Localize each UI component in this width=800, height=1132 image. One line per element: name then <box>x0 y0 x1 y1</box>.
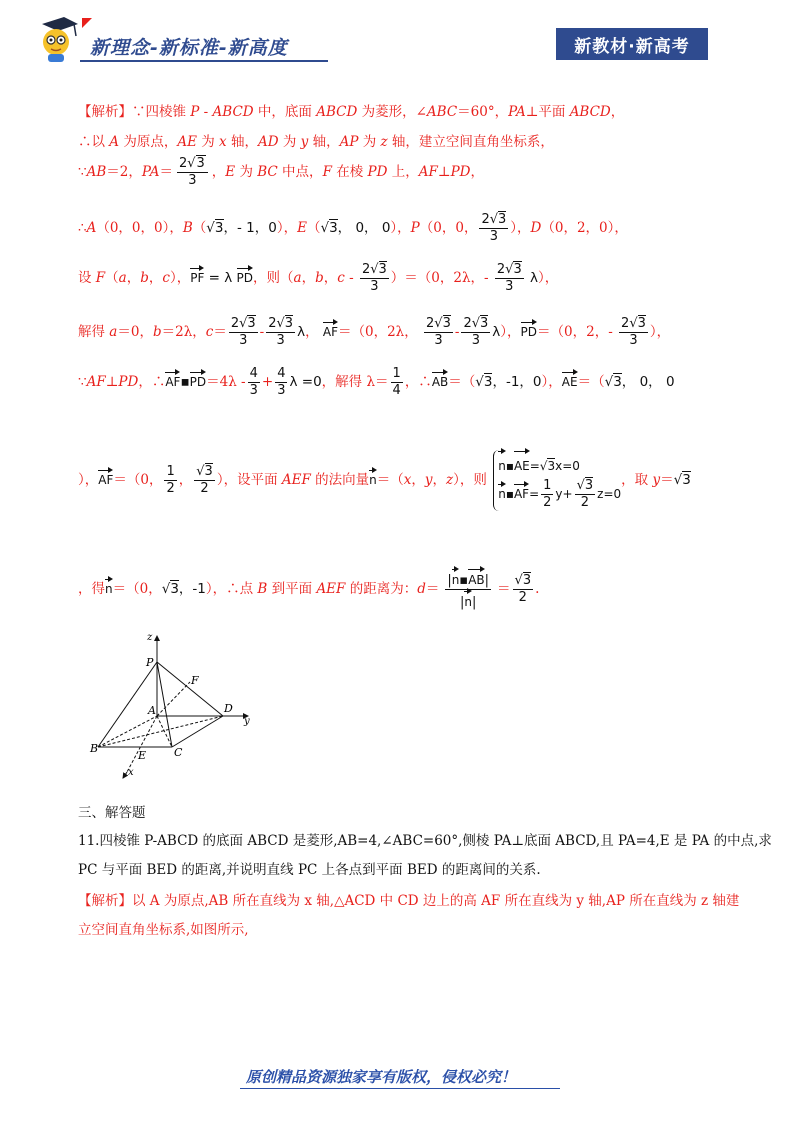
header-badge-text: 新教材·新高考 <box>574 36 690 57</box>
header-rule <box>80 60 328 62</box>
footer-copyright: 原创精品资源独家享有版权，侵权必究！ <box>246 1068 517 1086</box>
solution-10-line-3: ∵AB＝2，PA＝ $\frac{2√3}{3}$ ，E 为 BC 中点，F 在棱 PD 上，AF⊥PD， <box>78 156 484 188</box>
section-heading: 三、解答题 <box>78 805 146 821</box>
header-slogan: 新理念-新标准-新高度 <box>90 37 288 59</box>
label-D: D <box>224 702 233 715</box>
mascot-logo <box>34 14 82 64</box>
label-P: P <box>146 656 154 669</box>
label-z: z <box>147 632 153 643</box>
label-y: y <box>244 716 250 727</box>
analysis-tag: 【解析】 <box>78 104 132 120</box>
solution-10-line-4: ∴A（0，0，0），B（√3，- 1，0），E（√3， 0， 0），P（0，0， $\frac{2√3}{3}$ ），D（0，2，0）， <box>78 212 628 244</box>
problem-11-line-2: PC 与平面 BED 的距离,并说明直线 PC 上各点到平面 BED 的距离间的关系. <box>78 862 541 878</box>
solution-10-line-6: 解得 a＝0，b＝2λ，c＝ $\frac{2√3}{3}$ - $\frac{2√3}{3}$ λ， AF＝（0，2λ， $\frac{2√3}{3}$ - $\frac{2√3}{3}$ λ），PD＝（0，2，- $\frac{2√3}{3}$ ）， <box>78 316 671 348</box>
label-A: A <box>148 704 156 717</box>
label-E: E <box>138 749 147 762</box>
label-x: x <box>128 767 134 778</box>
solution-10-line-1: 【解析】∵四棱锥 P - ABCD 中，底面 ABCD 为菱形，∠ABC＝60°，PA⊥平面 ABCD， <box>78 104 625 120</box>
solution-11-text-1: 以 A 为原点,AB 所在直线为 x 轴,△ACD 中 CD 边上的高 AF 所在直线为 y 轴,AP 所在直线为 z 轴建 <box>132 893 740 909</box>
label-C: C <box>174 746 183 759</box>
solution-10-line-2: ∴以 A 为原点，AE 为 x 轴，AD 为 y 轴，AP 为 z 轴，建立空间直角坐标系， <box>78 134 554 150</box>
label-B: B <box>90 742 99 755</box>
label-F: F <box>191 674 199 687</box>
solution-11-line-2: 立空间直角坐标系,如图所示, <box>78 922 249 938</box>
solution-10-line-9: ，得n＝（0，√3，-1），∴点 B 到平面 AEF 的距离为：d＝ $\frac{|n▪AB|}{|n|}$ ＝ $\frac{√3}{2}$ . <box>78 568 539 611</box>
solution-11-line-1 <box>78 889 739 909</box>
pyramid-figure <box>90 630 265 780</box>
footer-rule <box>240 1088 560 1089</box>
solution-10-line-7: ∵AF⊥PD，∴AF▪PD＝4λ - $\frac{4}{3}$ + $\frac{4}{3}$ λ =0，解得 λ＝ $\frac{1}{4}$ ，∴AB＝（√3，-1，0），AE＝（√3， 0， 0 <box>78 366 675 398</box>
solution-10-line-5: 设 F（a，b，c），PF = λ PD，则（a，b，c - $\frac{2√3}{3}$ ）＝（0，2λ，- $\frac{2√3}{3}$ λ）， <box>78 262 559 294</box>
header-badge <box>556 28 708 60</box>
header-accent-triangle <box>82 18 92 28</box>
solution-10-line-8: ），AF＝（0， $\frac{1}{2}$ ， $\frac{√3}{2}$ ），设平面 AEF 的法向量n＝（x，y，z），则 n▪AE=√3x=0 n▪AF= $\frac{1}{2}$ y+ $\frac{√3}{2}$ z=0 ，取 y＝√3 <box>78 450 691 511</box>
header <box>0 0 800 75</box>
analysis-tag-11: 【解析】 <box>78 893 132 909</box>
problem-11-line-1: 11.四棱锥 P-ABCD 的底面 ABCD 是菱形,AB=4,∠ABC=60°,侧棱 PA⊥底面 ABCD,且 PA=4,E 是 PA 的中点,求 <box>78 833 772 849</box>
